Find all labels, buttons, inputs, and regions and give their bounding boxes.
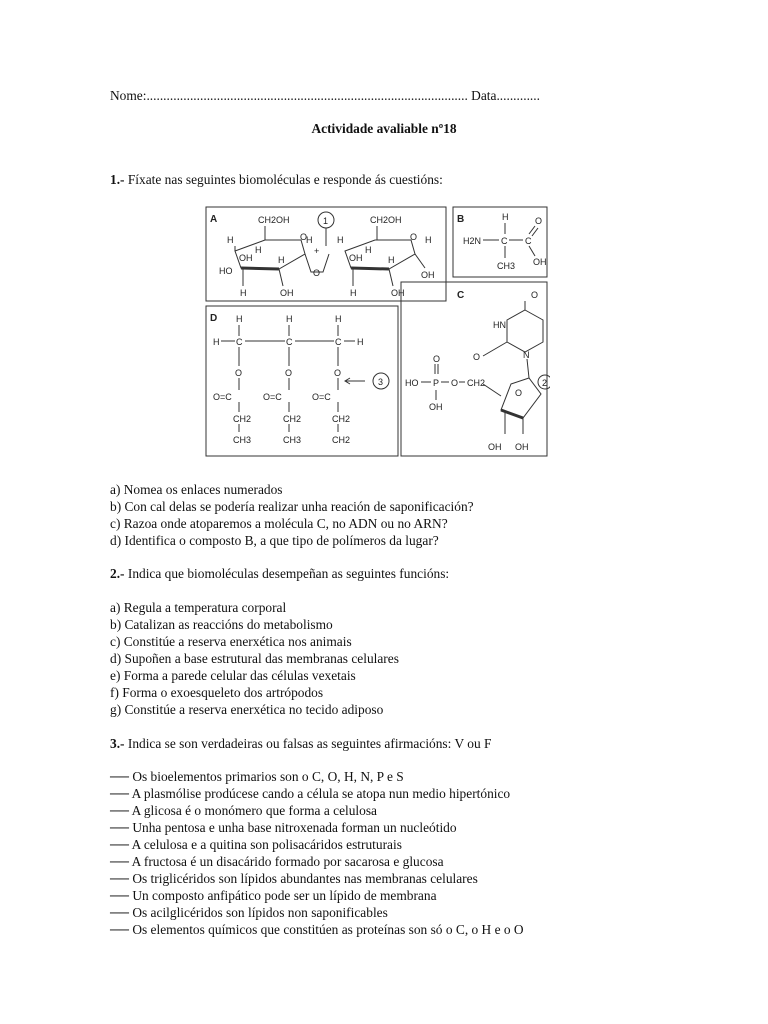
nucleotide-structure	[405, 290, 550, 452]
atom-p: P	[433, 378, 440, 388]
panel-label-c: C	[457, 290, 465, 301]
disaccharide-structure	[219, 212, 435, 298]
atom-c-d2: C	[286, 337, 293, 347]
atom-oh-b1: OH	[349, 253, 363, 263]
q3-item-9: ── Os acilglicéridos son lípidos non saponificables	[110, 905, 388, 920]
atom-o-ring2: O	[410, 232, 418, 242]
atom-ch2-d2: CH2	[283, 414, 302, 424]
question-2-number: 2.-	[110, 566, 125, 581]
atom-o-carboxyl: O	[535, 216, 543, 226]
q3-item-7: ── Os triglicéridos son lípidos abundantes nas membranas celulares	[110, 871, 478, 886]
atom-h-b5: H	[425, 235, 432, 245]
q3-item-2: ── A plasmólise prodúcese cando a célula se atopa nun medio hipertónico	[110, 786, 511, 801]
q1-item-b: b) Con cal delas se podería realizar unha reación de saponificación?	[110, 499, 474, 514]
q3-item-5: ── A celulosa e a quitina son polisacáridos estruturais	[110, 837, 402, 852]
q3-item-8: ── Un composto anfipático pode ser un lípido de membrana	[110, 888, 437, 903]
atom-hn: HN	[493, 320, 506, 330]
q3-item-3: ── A glicosa é o monómero que forma a celulosa	[110, 803, 378, 818]
atom-h-d4: H	[213, 337, 220, 347]
question-3-text: Indica se son verdadeiras ou falsas as seguintes afirmacións: V ou F	[124, 736, 492, 751]
q3-item-1: ── Os bioelementos primarios son o C, O, H, N, P e S	[110, 769, 404, 784]
biomolecules-figure	[205, 206, 550, 458]
q3-item-10: ── Os elementos químicos que constitúen as proteínas son só o C, o H e o O	[110, 922, 524, 937]
atom-h-b3: H	[388, 255, 395, 265]
atom-h-d5: H	[357, 337, 364, 347]
atom-n-base: N	[523, 350, 530, 360]
atom-ch2-d3: CH2	[332, 414, 351, 424]
question-3-number: 3.-	[110, 736, 125, 751]
panel-label-b: B	[457, 214, 465, 225]
atom-c-d1: C	[236, 337, 243, 347]
atom-h-a4: H	[240, 288, 247, 298]
question-2-heading	[110, 566, 449, 582]
atom-h-d1: H	[236, 314, 243, 324]
atom-c-alpha: C	[501, 236, 508, 246]
q1-item-c: c) Razoa onde atoparemos a molécula C, no ADN ou no ARN?	[110, 516, 448, 531]
question-1-number: 1.-	[110, 172, 125, 187]
atom-o-p1: O	[433, 354, 441, 364]
q1-item-d: d) Identifica o composto B, a que tipo de polímeros da lugar?	[110, 533, 439, 548]
q2-item-g: g) Constitúe a reserva enerxética no tecido adiposo	[110, 702, 384, 717]
atom-oh-a1: OH	[239, 253, 253, 263]
atom-oc-d3: O=C	[312, 392, 331, 402]
atom-o-d3: O	[334, 368, 342, 378]
atom-oc-d2: O=C	[263, 392, 282, 402]
question-1-text: Fíxate nas seguintes biomoléculas e responde ás cuestións:	[124, 172, 443, 187]
question-3-heading	[110, 736, 491, 752]
q2-item-b: b) Catalizan as reaccións do metabolismo	[110, 617, 333, 632]
atom-ho-a: HO	[219, 266, 233, 276]
atom-h2n: H2N	[463, 236, 482, 246]
atom-oh-b2: OH	[391, 288, 405, 298]
atom-ch2oh-2: CH2OH	[370, 215, 402, 225]
name-date-line: Nome:................................................................................................ Data.............	[110, 88, 540, 103]
atom-oh-p: OH	[429, 402, 443, 412]
atom-oh-carboxyl: OH	[533, 257, 547, 267]
atom-c-d3: C	[335, 337, 342, 347]
question-2-text: Indica que biomoléculas desempeñan as seguintes funcións:	[124, 566, 450, 581]
q1-item-a: a) Nomea os enlaces numerados	[110, 482, 283, 497]
q2-item-f: f) Forma o exoesqueleto dos artrópodos	[110, 685, 324, 700]
question-1-heading	[110, 172, 443, 188]
atom-oh-b3: OH	[421, 270, 435, 280]
atom-o-sugar: O	[515, 388, 523, 398]
atom-o-d1: O	[235, 368, 243, 378]
atom-ch3-d1: CH3	[233, 435, 252, 445]
panel-d-frame	[206, 306, 398, 456]
atom-o-ring1: O	[300, 232, 308, 242]
atom-ch2-d4: CH2	[332, 435, 351, 445]
q2-item-a: a) Regula a temperatura corporal	[110, 600, 287, 615]
atom-o-base1: O	[531, 290, 539, 300]
atom-oh-c3: OH	[515, 442, 529, 452]
atom-ch2oh-1: CH2OH	[258, 215, 290, 225]
atom-ch2-d1: CH2	[233, 414, 252, 424]
q2-item-e: e) Forma a parede celular das células vexetais	[110, 668, 356, 683]
panel-label-a: A	[210, 214, 218, 225]
atom-plus: +	[314, 246, 320, 256]
atom-h-b1: H	[337, 235, 344, 245]
atom-o-p2: O	[451, 378, 459, 388]
q3-item-4: ── Unha pentosa e unha base nitroxenada forman un nucleótido	[110, 820, 457, 835]
atom-o-d2: O	[285, 368, 293, 378]
q3-item-6: ── A fructosa é un disacárido formado por sacarosa e glucosa	[110, 854, 444, 869]
atom-ch2-sugar: CH2	[467, 378, 486, 388]
atom-c-carboxyl: C	[525, 236, 532, 246]
atom-oc-d1: O=C	[213, 392, 232, 402]
atom-h-a5: H	[306, 235, 313, 245]
atom-o-glycosidic: O	[313, 268, 321, 278]
atom-oh-a2: OH	[280, 288, 294, 298]
atom-ch3-aa: CH3	[497, 261, 516, 271]
link-number-2: 2	[542, 378, 548, 388]
atom-o-base2: O	[473, 352, 481, 362]
atom-h-a3: H	[278, 255, 285, 265]
atom-h-b4: H	[350, 288, 357, 298]
atom-h-a1: H	[227, 235, 234, 245]
triglyceride-structure	[213, 314, 389, 445]
atom-h-d2: H	[286, 314, 293, 324]
link-number-3: 3	[378, 377, 384, 387]
atom-h-aa: H	[502, 212, 509, 222]
atom-ch3-d2: CH3	[283, 435, 302, 445]
atom-h-b2: H	[365, 245, 372, 255]
atom-h-a2: H	[255, 245, 262, 255]
amino-acid-structure	[463, 212, 547, 271]
page-title: Actividade avaliable nº18	[311, 121, 457, 136]
q2-item-c: c) Constitúe a reserva enerxética nos animais	[110, 634, 352, 649]
panel-label-d: D	[210, 313, 218, 324]
atom-h-d3: H	[335, 314, 342, 324]
atom-ho-p: HO	[405, 378, 419, 388]
q2-item-d: d) Supoñen a base estrutural das membranas celulares	[110, 651, 399, 666]
atom-oh-c2: OH	[488, 442, 502, 452]
link-number-1: 1	[323, 216, 329, 226]
